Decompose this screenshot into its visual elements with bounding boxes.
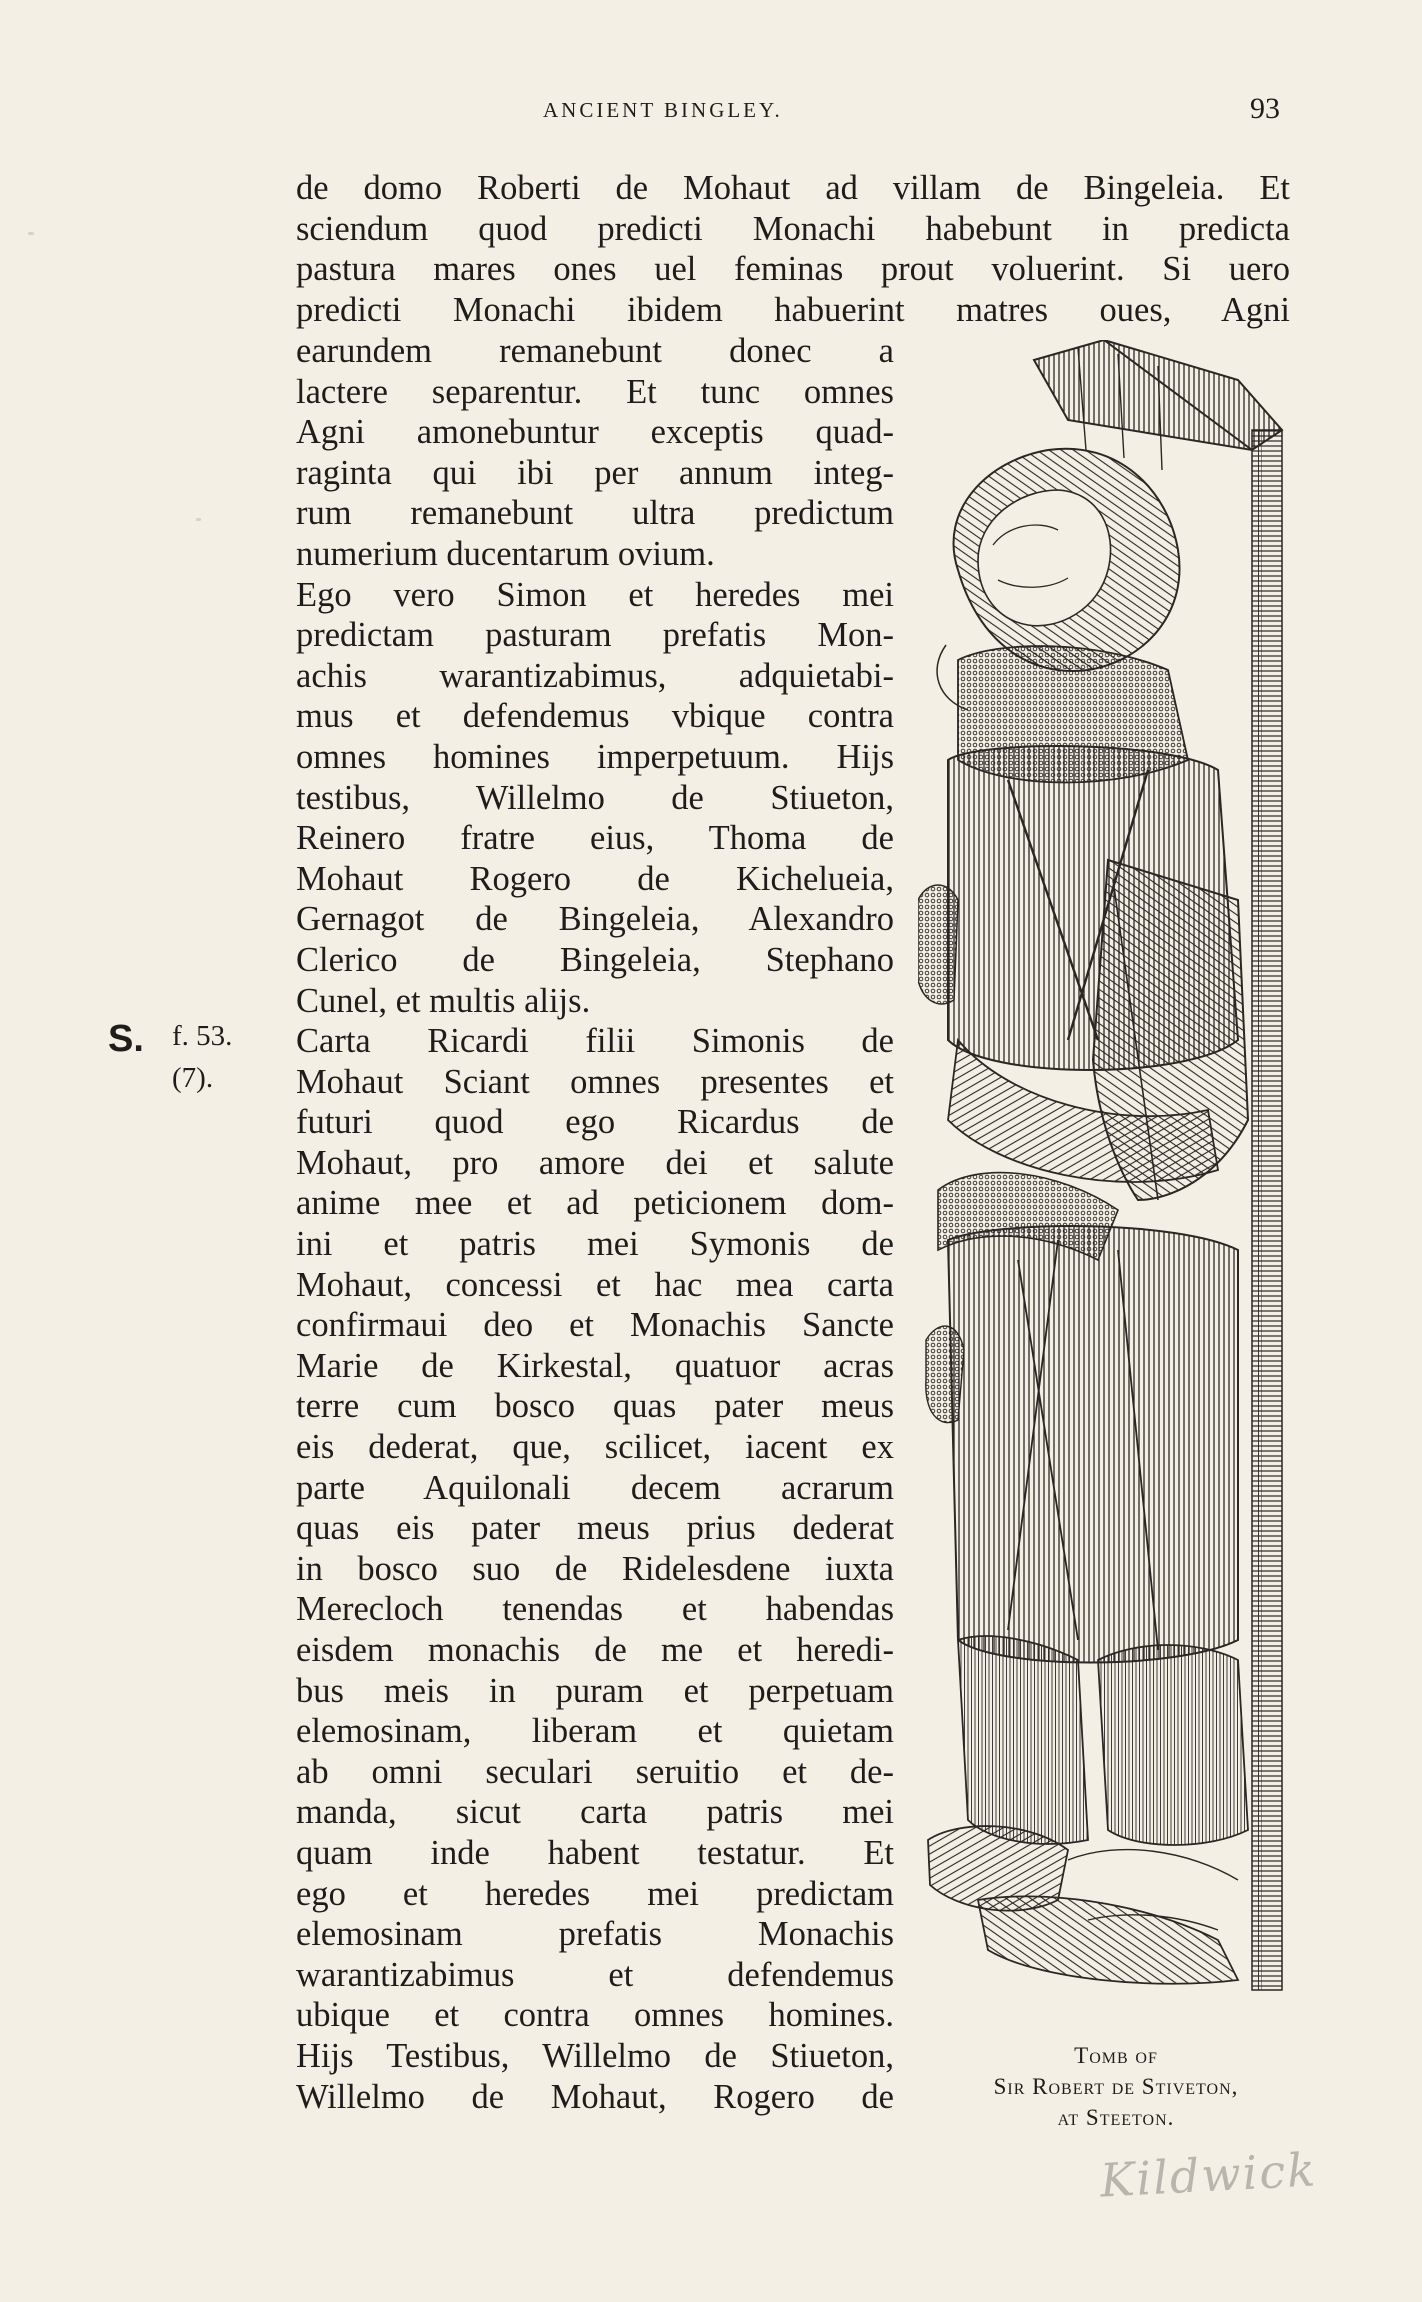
text-line: Clerico de Bingeleia, Stephano bbox=[296, 940, 894, 979]
text-line: elemosinam prefatis Monachis bbox=[296, 1915, 894, 1954]
margin-folio-reference: f. 53. bbox=[172, 1020, 233, 1052]
text-line: de domo Roberti de Mohaut ad villam de Bingeleia. Et bbox=[296, 169, 1290, 207]
text-line: Carta Ricardi filii Simonis de bbox=[296, 1022, 894, 1061]
text-line: Reinero fratre eius, Thoma de bbox=[296, 819, 894, 858]
text-line: ini et patris mei Symonis de bbox=[296, 1225, 894, 1264]
text-line: elemosinam, liberam et quietam bbox=[296, 1712, 894, 1751]
text-line: manda, sicut carta patris mei bbox=[296, 1793, 894, 1832]
illustration-caption bbox=[918, 2040, 1314, 2133]
tomb-effigy-engraving bbox=[918, 340, 1302, 2026]
paper-speck bbox=[196, 518, 201, 521]
text-line: eis dederat, que, scilicet, iacent ex bbox=[296, 1428, 894, 1467]
text-line: ab omni seculari seruitio et de- bbox=[296, 1752, 894, 1791]
text-line: Willelmo de Mohaut, Rogero de bbox=[296, 2077, 894, 2116]
slab-edge bbox=[1252, 430, 1282, 1990]
effigy-feet bbox=[928, 1826, 1238, 1984]
caption-line: Tomb of bbox=[1074, 2043, 1158, 2068]
text-line: futuri quod ego Ricardus de bbox=[296, 1103, 894, 1142]
text-line: lactere separentur. Et tunc omnes bbox=[296, 372, 894, 411]
text-line: predicti Monachi ibidem habuerint matres oues, Agni bbox=[296, 290, 1290, 329]
text-line: Gernagot de Bingeleia, Alexandro bbox=[296, 900, 894, 939]
text-line: pastura mares ones uel feminas prout voluerint. Si uero bbox=[296, 250, 1290, 289]
text-line: sciendum quod predicti Monachi habebunt in predicta bbox=[296, 209, 1290, 248]
text-line: Merecloch tenendas et habendas bbox=[296, 1590, 894, 1629]
caption-line: at Steeton. bbox=[1057, 2105, 1175, 2130]
text-line: quas eis pater meus prius dederat bbox=[296, 1509, 894, 1548]
text-line: confirmaui deo et Monachis Sancte bbox=[296, 1306, 894, 1345]
text-line: Mohaut, concessi et hac mea carta bbox=[296, 1265, 894, 1304]
text-line: Mohaut Rogero de Kichelueia, bbox=[296, 859, 894, 898]
paper-speck bbox=[28, 232, 34, 235]
text-line: earundem remanebunt donec a bbox=[296, 332, 894, 370]
text-line: numerium ducentarum ovium. bbox=[296, 534, 715, 573]
text-line: terre cum bosco quas pater meus bbox=[296, 1387, 894, 1426]
text-line: Mohaut, pro amore dei et salute bbox=[296, 1143, 894, 1182]
pencil-handwriting: Kildwick bbox=[1098, 2142, 1319, 2208]
text-line: warantizabimus et defendemus bbox=[296, 1955, 894, 1994]
text-line: Agni amonebuntur exceptis quad- bbox=[296, 413, 894, 452]
page-header bbox=[0, 92, 1422, 132]
running-title: ANCIENT BINGLEY. bbox=[543, 98, 783, 122]
text-line: raginta qui ibi per annum integ- bbox=[296, 453, 894, 492]
page-number: 93 bbox=[1250, 92, 1280, 125]
text-line: ubique et contra omnes homines. bbox=[296, 1996, 894, 2035]
caption-line: Sir Robert de Stiveton, bbox=[993, 2074, 1239, 2099]
margin-charter-number: (7). bbox=[172, 1062, 214, 1094]
text-line: in bosco suo de Ridelesdene iuxta bbox=[296, 1549, 894, 1588]
margin-letter: S. bbox=[108, 1018, 144, 1060]
text-line: quam inde habent testatur. Et bbox=[296, 1833, 894, 1872]
text-line: Mohaut Sciant omnes presentes et bbox=[296, 1062, 894, 1101]
text-line: eisdem monachis de me et heredi- bbox=[296, 1631, 894, 1669]
narrow-text-column bbox=[296, 331, 894, 2117]
text-line: mus et defendemus vbique contra bbox=[296, 697, 894, 736]
text-line: ego et heredes mei predictam bbox=[296, 1874, 894, 1913]
text-line: Marie de Kirkestal, quatuor acras bbox=[296, 1346, 894, 1385]
text-line: rum remanebunt ultra predictum bbox=[296, 494, 894, 533]
text-line: Ego vero Simon et heredes mei bbox=[296, 575, 894, 614]
text-line: bus meis in puram et perpetuam bbox=[296, 1671, 894, 1710]
text-line: predictam pasturam prefatis Mon- bbox=[296, 616, 894, 655]
text-line: Cunel, et multis alijs. bbox=[296, 981, 591, 1020]
full-width-text-block bbox=[296, 168, 1290, 330]
text-line: achis warantizabimus, adquietabi- bbox=[296, 656, 894, 695]
effigy-legs bbox=[926, 1226, 1248, 1845]
text-line: omnes homines imperpetuum. Hijs bbox=[296, 737, 894, 776]
text-line: anime mee et ad peticionem dom- bbox=[296, 1184, 894, 1223]
text-line: parte Aquilonali decem acrarum bbox=[296, 1468, 894, 1507]
text-line: Hijs Testibus, Willelmo de Stiueton, bbox=[296, 2036, 894, 2075]
effigy-shield bbox=[1093, 860, 1248, 1200]
text-line: testibus, Willelmo de Stiueton, bbox=[296, 778, 894, 817]
